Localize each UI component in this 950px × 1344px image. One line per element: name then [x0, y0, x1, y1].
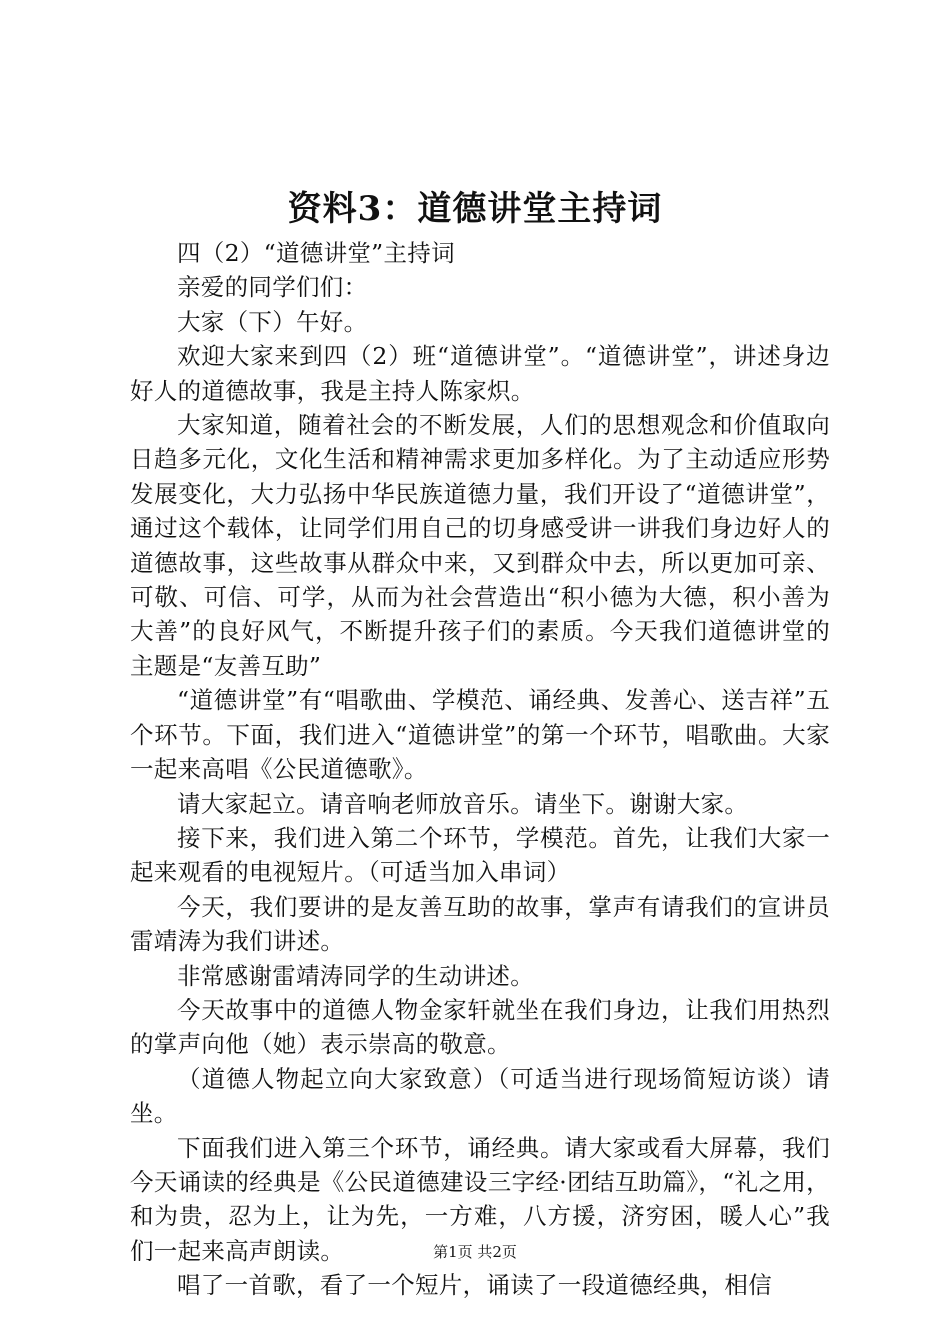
- paragraph-stand-up: 请大家起立。请音响老师放音乐。请坐下。谢谢大家。: [177, 789, 749, 818]
- paragraph-first-segment: “道德讲堂”有“唱歌曲、学模范、诵经典、发善心、送吉祥”五个环节。下面，我们进入“道德讲堂”的第一个环节，唱歌曲。大家一起来高唱《公民道德歌》。: [130, 686, 830, 784]
- paragraph-interview: （道德人物起立向大家致意）（可适当进行现场简短访谈）请坐。: [130, 1064, 830, 1128]
- paragraph-introduction: 大家知道，随着社会的不断发展，人们的思想观念和价值取向日趋多元化，文化生活和精神需求更加多样化。为了主动适应形势发展变化，大力弘扬中华民族道德力量，我们开设了“道德讲堂”，通过这个载体，让同学们用自己的切身感受讲一讲我们身边好人的道德故事，这些故事从群众中来，又到群众中去，所以更加可亲、可敬、可信、可学，从而为社会营造出“积小德为大德，积小善为大善”的良好风气，不断提升孩子们的素质。今天我们道德讲堂的主题是“友善互助”: [130, 411, 830, 680]
- document-body: [130, 236, 830, 1303]
- paragraph-second-segment: 接下来，我们进入第二个环节，学模范。首先，让我们大家一起来观看的电视短片。（可适当加入串词）: [130, 823, 830, 887]
- paragraph-heading: 四（2）“道德讲堂”主持词: [177, 239, 455, 267]
- page-footer: 第1页 共2页: [433, 1243, 517, 1261]
- paragraph-welcome: 欢迎大家来到四（2）班“道德讲堂”。“道德讲堂”，讲述身边好人的道德故事，我是主持人陈家炽。: [130, 342, 830, 405]
- paragraph-salutation: 大家（下）午好。: [177, 307, 368, 336]
- paragraph-summary: 唱了一首歌，看了一个短片，诵读了一段道德经典，相信: [177, 1271, 772, 1300]
- paragraph-story: 今天，我们要讲的是友善互助的故事，掌声有请我们的宣讲员雷靖涛为我们讲述。: [130, 892, 830, 956]
- paragraph-thanks: 非常感谢雷靖涛同学的生动讲述。: [177, 961, 534, 990]
- paragraph-moral-person: 今天故事中的道德人物金家轩就坐在我们身边，让我们用热烈的掌声向他（她）表示崇高的敬意。: [130, 995, 830, 1059]
- paragraph-greeting: 亲爱的同学们们：: [177, 273, 368, 302]
- document-title: 资料3：道德讲堂主持词: [287, 189, 663, 229]
- paragraph-third-segment: 下面我们进入第三个环节，诵经典。请大家或看大屏幕，我们今天诵读的经典是《公民道德建设三字经·团结互助篇》，“礼之用，和为贵，忍为上，让为先，一方难，八方援，济穷困，暖人心”我们一起来高声朗读。: [130, 1133, 830, 1265]
